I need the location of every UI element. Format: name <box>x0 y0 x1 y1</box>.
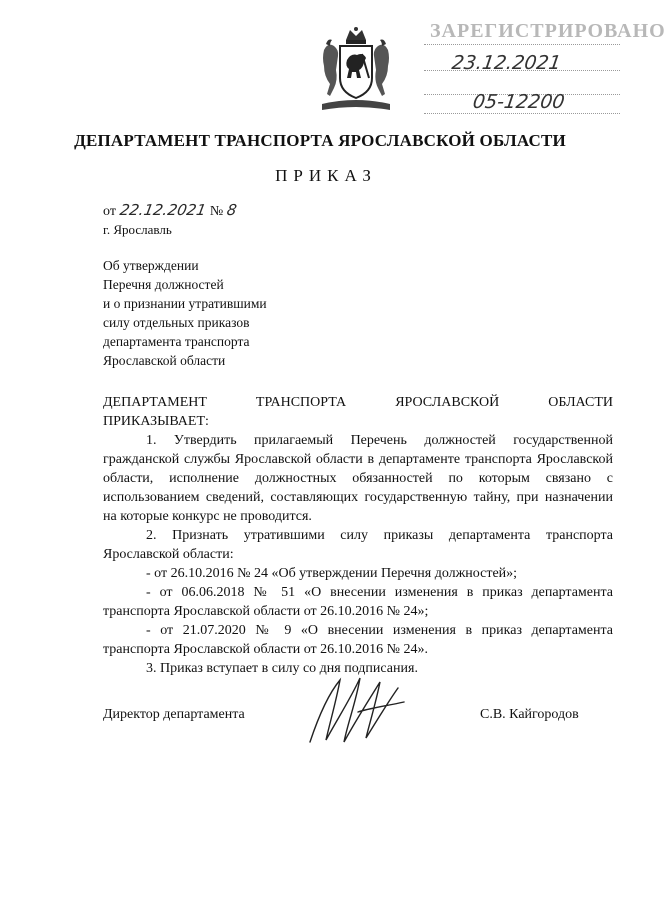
intro-line <box>103 393 613 412</box>
intro-orders: ПРИКАЗЫВАЕТ: <box>103 414 209 429</box>
subject-line: Ярославской области <box>103 353 226 368</box>
intro-word: ДЕПАРТАМЕНТ <box>103 395 207 410</box>
stamp-header: ЗАРЕГИСТРИРОВАНО <box>430 20 666 42</box>
intro-word: ТРАНСПОРТА <box>255 395 347 410</box>
coat-of-arms-emblem <box>316 26 396 112</box>
order-number: 8 <box>225 201 239 219</box>
subject-line: департамента транспорта <box>103 334 250 349</box>
department-title: ДЕПАРТАМЕНТ ТРАНСПОРТА ЯРОСЛАВСКОЙ ОБЛАСТИ <box>74 131 566 150</box>
item-2: 2. Признать утратившими силу приказы департамента транспорта Ярославской области: <box>103 528 613 562</box>
stamp-date: 23.12.2021 <box>450 52 563 74</box>
item-1: 1. Утвердить прилагаемый Перечень должностей государственной гражданской службы Ярославской области в департаменте транспорта Ярославской области, исполнение должностных обязанностей по которым связано с использованием сведений, составляющих государственную тайну, при назначении на которые конкурс не проводится. <box>103 433 613 524</box>
signer-title: Директор департамента <box>103 707 245 722</box>
order-date-row <box>103 201 237 220</box>
order-city: г. Ярославль <box>103 222 172 237</box>
item-2-b: - от 06.06.2018 № 51 «О внесении изменения в приказ департамента транспорта Ярославской области от 26.10.2016 № 24»; <box>103 585 613 619</box>
order-body <box>103 393 613 678</box>
from-label: от <box>103 204 116 219</box>
signer-name: С.В. Кайгородов <box>480 707 579 722</box>
intro-word: ОБЛАСТИ <box>548 395 613 410</box>
subject-line: и о признании утратившими <box>103 296 267 311</box>
subject-line: силу отдельных приказов <box>103 315 250 330</box>
number-label: № <box>209 204 224 219</box>
order-title: ПРИКАЗ <box>275 166 377 185</box>
subject-line: Перечня должностей <box>103 277 224 292</box>
intro-word: ЯРОСЛАВСКОЙ <box>395 395 500 410</box>
item-3: 3. Приказ вступает в силу со дня подписания. <box>146 661 418 676</box>
order-date: 22.12.2021 <box>118 201 208 219</box>
subject-line: Об утверждении <box>103 258 199 273</box>
item-2-c: - от 21.07.2020 № 9 «О внесении изменения в приказ департамента транспорта Ярославской области от 26.10.2016 № 24». <box>103 623 613 657</box>
stamp-number: 05-12200 <box>471 91 567 113</box>
handwritten-signature <box>300 672 410 750</box>
order-subject <box>103 256 343 370</box>
item-2-a: - от 26.10.2016 № 24 «Об утверждении Перечня должностей»; <box>146 566 518 581</box>
